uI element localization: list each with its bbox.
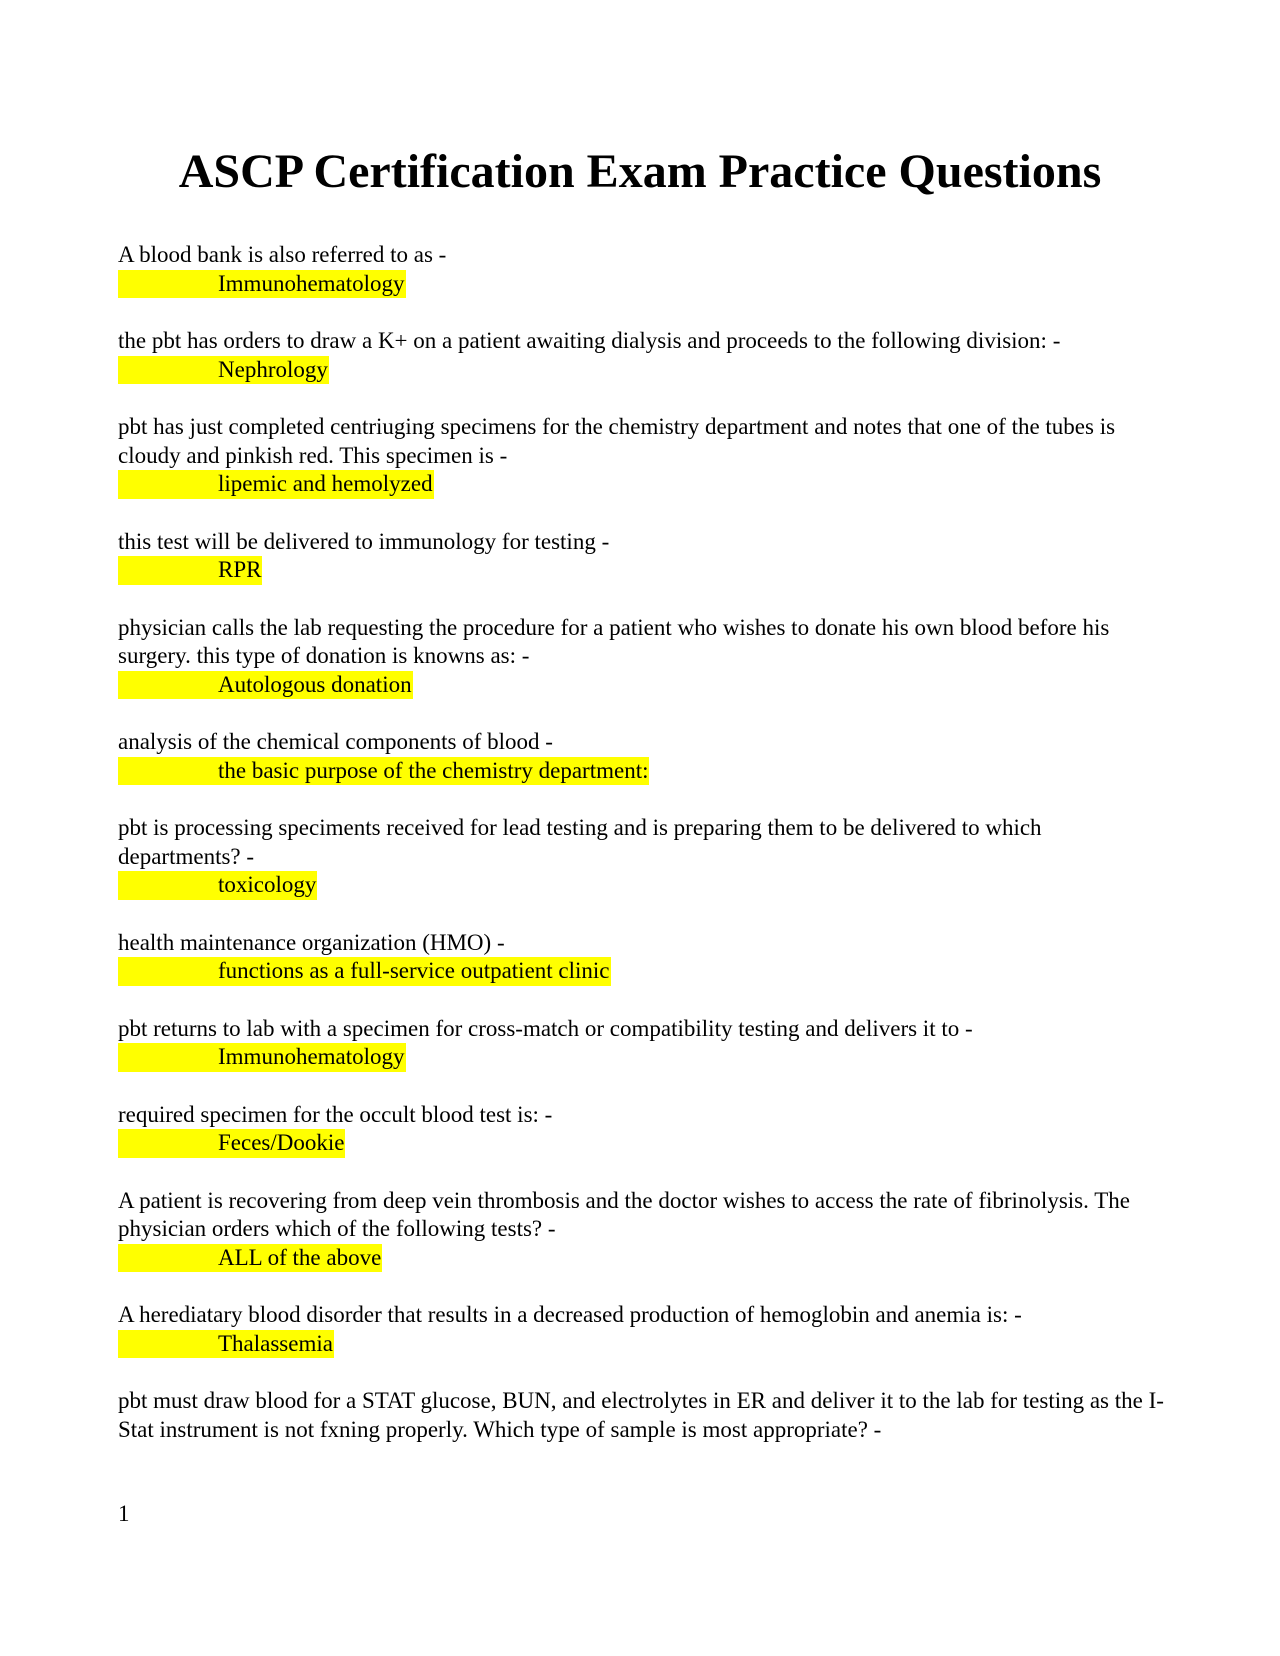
qa-item [118, 327, 1168, 384]
qa-item [118, 528, 1168, 585]
qa-item [118, 413, 1168, 499]
question-text: analysis of the chemical components of blood - [118, 729, 553, 754]
highlighted-answer: Feces/Dookie [118, 1129, 345, 1158]
qa-item [118, 1015, 1168, 1072]
qa-item [118, 614, 1168, 700]
question-text: physician calls the lab requesting the procedure for a patient who wishes to donate his own blood before his surgery. this type of donation is knowns as: - [118, 614, 1110, 668]
qa-item [118, 1387, 1168, 1444]
question-text: pbt must draw blood for a STAT glucose, BUN, and electrolytes in ER and deliver it to the lab for testing as the I-Stat instrument is not fxning properly. Which type of sample is most appropriate? - [118, 1388, 1164, 1442]
answer-line [118, 1244, 1168, 1273]
question-text: pbt has just completed centriuging specimens for the chemistry department and notes that one of the tubes is cloudy and pinkish red. This specimen is - [118, 414, 1116, 468]
highlighted-answer: Autologous donation [118, 671, 413, 700]
answer-line [118, 356, 1168, 385]
answer-line [118, 757, 1168, 786]
answer-line [118, 556, 1168, 585]
highlighted-answer: functions as a full-service outpatient clinic [118, 957, 611, 986]
question-text: required specimen for the occult blood test is: - [118, 1101, 553, 1127]
answer-line [118, 957, 1168, 986]
highlighted-answer: the basic purpose of the chemistry department: [118, 757, 649, 786]
question-text: A blood bank is also referred to as - [118, 242, 447, 267]
question-list [118, 241, 1168, 1473]
qa-item [118, 1101, 1168, 1158]
qa-item [118, 1301, 1168, 1358]
qa-item [118, 241, 1168, 298]
highlighted-answer: Immunohematology [118, 270, 406, 299]
question-text: A patient is recovering from deep vein thrombosis and the doctor wishes to access the rate of fibrinolysis. The physician orders which of the following tests? - [118, 1187, 1130, 1241]
answer-line [118, 1330, 1168, 1359]
question-text: pbt returns to lab with a specimen for cross-match or compatibility testing and delivers it to - [118, 1015, 973, 1041]
answer-line [118, 1043, 1168, 1072]
question-text: this test will be delivered to immunology for testing - [118, 528, 610, 554]
question-text: pbt is processing speciments received for lead testing and is preparing them to be delivered to which departments? - [118, 815, 1042, 869]
highlighted-answer: RPR [118, 556, 262, 585]
qa-item [118, 1187, 1168, 1273]
answer-line [118, 1129, 1168, 1158]
answer-line [118, 671, 1168, 700]
qa-item [118, 929, 1168, 986]
highlighted-answer: ALL of the above [118, 1244, 382, 1273]
page-number: 1 [118, 1501, 130, 1526]
highlighted-answer: Thalassemia [118, 1330, 334, 1359]
highlighted-answer: Nephrology [118, 356, 329, 385]
highlighted-answer: lipemic and hemolyzed [118, 470, 434, 499]
question-text: A herediatary blood disorder that results in a decreased production of hemoglobin and anemia is: - [118, 1302, 1022, 1327]
highlighted-answer: toxicology [118, 871, 317, 900]
question-text: the pbt has orders to draw a K+ on a patient awaiting dialysis and proceeds to the following division: - [118, 328, 1061, 353]
qa-item [118, 814, 1168, 900]
question-text: health maintenance organization (HMO) - [118, 929, 505, 955]
answer-line [118, 270, 1168, 299]
highlighted-answer: Immunohematology [118, 1043, 406, 1072]
page-title: ASCP Certification Exam Practice Questions [178, 145, 1102, 198]
answer-line [118, 871, 1168, 900]
qa-item [118, 728, 1168, 785]
answer-line [118, 470, 1168, 499]
